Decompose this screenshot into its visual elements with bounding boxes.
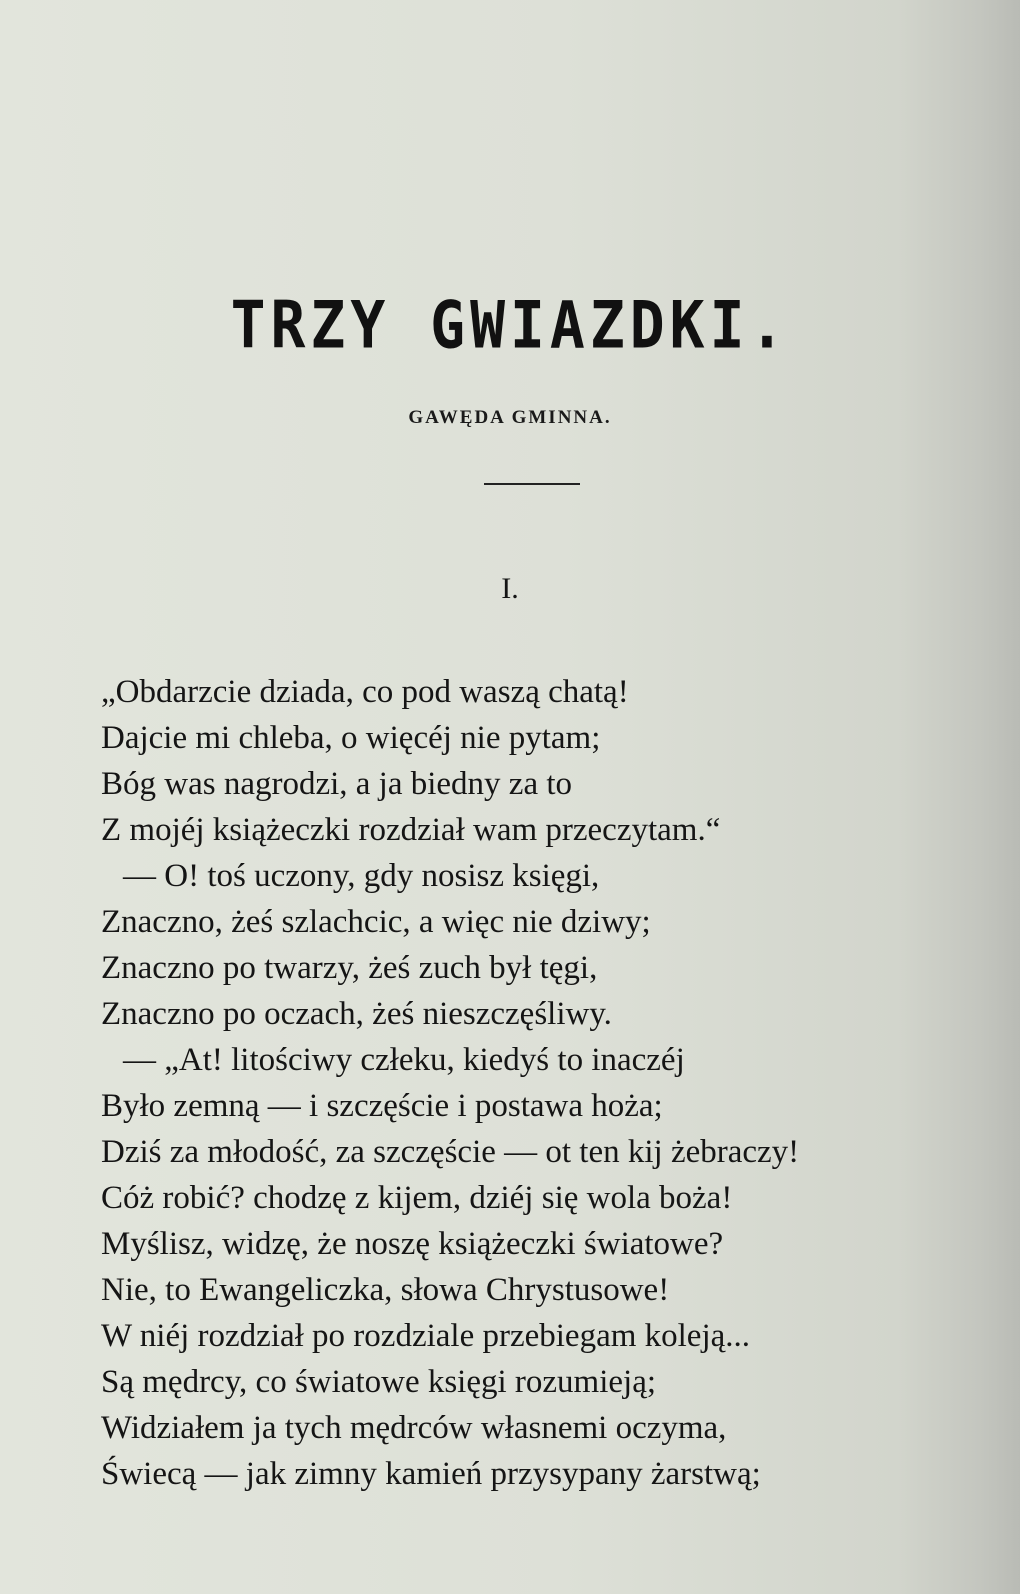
- poem-line: Nie, to Ewangeliczka, słowa Chrystusowe!: [101, 1272, 670, 1308]
- section-number: I.: [501, 572, 519, 605]
- poem-line: — „At! litościwy człeku, kiedyś to inaczéj: [123, 1042, 685, 1078]
- poem-line: Było zemną — i szczęście i postawa hoża;: [101, 1088, 663, 1124]
- poem-title: TRZY GWIAZDKI.: [230, 286, 790, 364]
- poem-line: Bóg was nagrodzi, a ja biedny za to: [101, 766, 573, 802]
- poem-line: Myślisz, widzę, że noszę książeczki światowe?: [101, 1226, 724, 1262]
- poem-line: Dajcie mi chleba, o więcéj nie pytam;: [101, 720, 601, 756]
- poem-line: Świecą — jak zimny kamień przysypany żarstwą;: [101, 1456, 761, 1492]
- poem-line: Dziś za młodość, za szczęście — ot ten kij żebraczy!: [101, 1134, 800, 1170]
- poem-line: W niéj rozdział po rozdziale przebiegam koleją...: [101, 1318, 751, 1354]
- poem-line: Są mędrcy, co światowe księgi rozumieją;: [101, 1364, 657, 1400]
- poem-text: [101, 669, 1001, 1497]
- title-divider: [484, 483, 580, 485]
- poem-line: Widziałem ja tych mędrców własnemi oczyma,: [101, 1410, 727, 1446]
- poem-line: „Obdarzcie dziada, co pod waszą chatą!: [101, 674, 629, 710]
- poem-line: Znaczno po oczach, żeś nieszczęśliwy.: [101, 996, 612, 1032]
- poem-line: — O! toś uczony, gdy nosisz księgi,: [123, 858, 600, 894]
- poem-line: Z mojéj książeczki rozdział wam przeczytam.“: [101, 812, 721, 848]
- poem-line: Znaczno po twarzy, żeś zuch był tęgi,: [101, 950, 598, 986]
- poem-line: Cóż robić? chodzę z kijem, dziéj się wola boża!: [101, 1180, 733, 1216]
- poem-line: Znaczno, żeś szlachcic, a więc nie dziwy;: [101, 904, 651, 940]
- poem-subtitle: GAWĘDA GMINNA.: [408, 407, 612, 428]
